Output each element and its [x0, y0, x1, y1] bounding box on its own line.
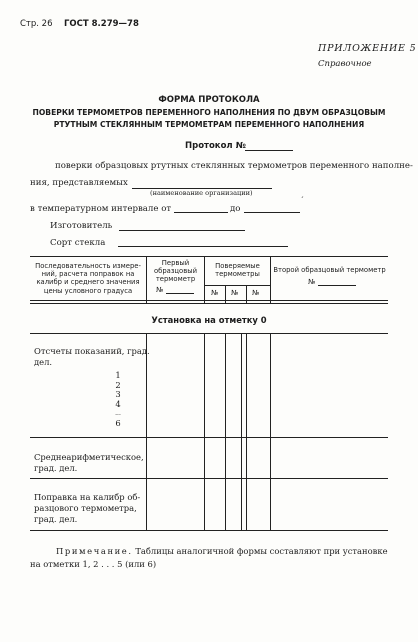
col3-sub-3: №	[252, 289, 260, 297]
col3-header: Поверяемые термометры	[215, 262, 260, 279]
organization-caption: (наименование организации)	[150, 189, 253, 197]
col1-header: Последовательность измере- ний, расчета поправок на калибр и среднего значения цены условного градуса	[35, 262, 141, 295]
page-number: Стр. 26	[20, 19, 53, 29]
body-col-divider-4	[241, 333, 242, 530]
section-heading: Установка на отметку 0	[151, 315, 267, 325]
standard-number: ГОСТ 8.279—78	[64, 19, 139, 29]
row-divider-2	[30, 478, 388, 479]
body-top-border	[30, 333, 388, 334]
protocol-number-field[interactable]	[245, 150, 293, 151]
table-header-bottom-double	[30, 303, 388, 304]
col2-header: Первый образцовый термометр	[153, 259, 198, 284]
col3-sub-1: №	[211, 289, 219, 297]
temp-to-field[interactable]	[244, 212, 300, 213]
glass-grade-field[interactable]	[118, 246, 288, 247]
readings-label: Отсчеты показаний, град. дел.	[34, 346, 150, 367]
temp-from-field[interactable]	[174, 212, 228, 213]
body-col-divider-2	[204, 333, 205, 530]
note-line2: на отметки 1, 2 . . . 5 (или 6)	[30, 559, 157, 569]
correction-label: Поправка на калибр об- разцового термометра, град. дел.	[34, 492, 141, 524]
note-text1: Таблицы аналогичной формы составляют при установке	[135, 546, 388, 556]
col3-sub-2: №	[231, 289, 239, 297]
col4-number-field[interactable]	[318, 285, 356, 286]
col2-number-field[interactable]	[166, 293, 194, 294]
form-title-line2: ПОВЕРКИ ТЕРМОМЕТРОВ ПЕРЕМЕННОГО НАПОЛНЕНИЯ ПО ДВУМ ОБРАЗЦОВЫМ	[32, 108, 386, 117]
temp-to-label: до	[230, 204, 241, 214]
mean-label: Среднеарифметическое, град. дел.	[34, 452, 144, 473]
body-col-divider-5	[246, 333, 247, 530]
form-title-line1: ФОРМА ПРОТОКОЛА	[158, 95, 260, 105]
sub-col-divider-1	[225, 285, 226, 304]
body-bottom-border	[30, 530, 388, 531]
table-top-border	[30, 256, 388, 257]
body-col-divider-6	[270, 333, 271, 530]
readings-numbers: 1 2 3 4 ... 6	[115, 370, 121, 428]
sub-col-divider-2	[246, 285, 247, 304]
manufacturer-label: Изготовитель	[50, 221, 113, 231]
glass-grade-label: Сорт стекла	[50, 238, 106, 248]
row-divider-1	[30, 437, 388, 438]
mark-slash: ˊ	[300, 196, 304, 205]
note-label: Примечание.	[56, 546, 133, 556]
intro-line1: поверки образцовых ртутных стеклянных термометров переменного наполне-	[55, 161, 413, 171]
intro-line2: ния, представляемых	[30, 178, 128, 188]
body-col-divider-3	[225, 333, 226, 530]
manufacturer-field[interactable]	[119, 230, 245, 231]
temp-range-label: в температурном интервале от	[30, 204, 172, 214]
col4-header: Второй образцовый термометр	[273, 266, 386, 274]
form-title-line3: РТУТНЫМ СТЕКЛЯННЫМ ТЕРМОМЕТРАМ ПЕРЕМЕННОГО НАПОЛНЕНИЯ	[53, 120, 365, 129]
appendix-title: ПРИЛОЖЕНИЕ 5	[318, 43, 417, 54]
sub-header-divider	[204, 285, 270, 286]
col4-number-label: №	[308, 278, 316, 286]
col-divider-3	[270, 256, 271, 304]
col2-number-label: №	[156, 286, 164, 294]
protocol-label: Протокол №	[185, 141, 246, 151]
table-header-bottom	[30, 300, 388, 301]
note-line1	[56, 546, 388, 556]
appendix-subtitle: Справочное	[318, 59, 372, 69]
